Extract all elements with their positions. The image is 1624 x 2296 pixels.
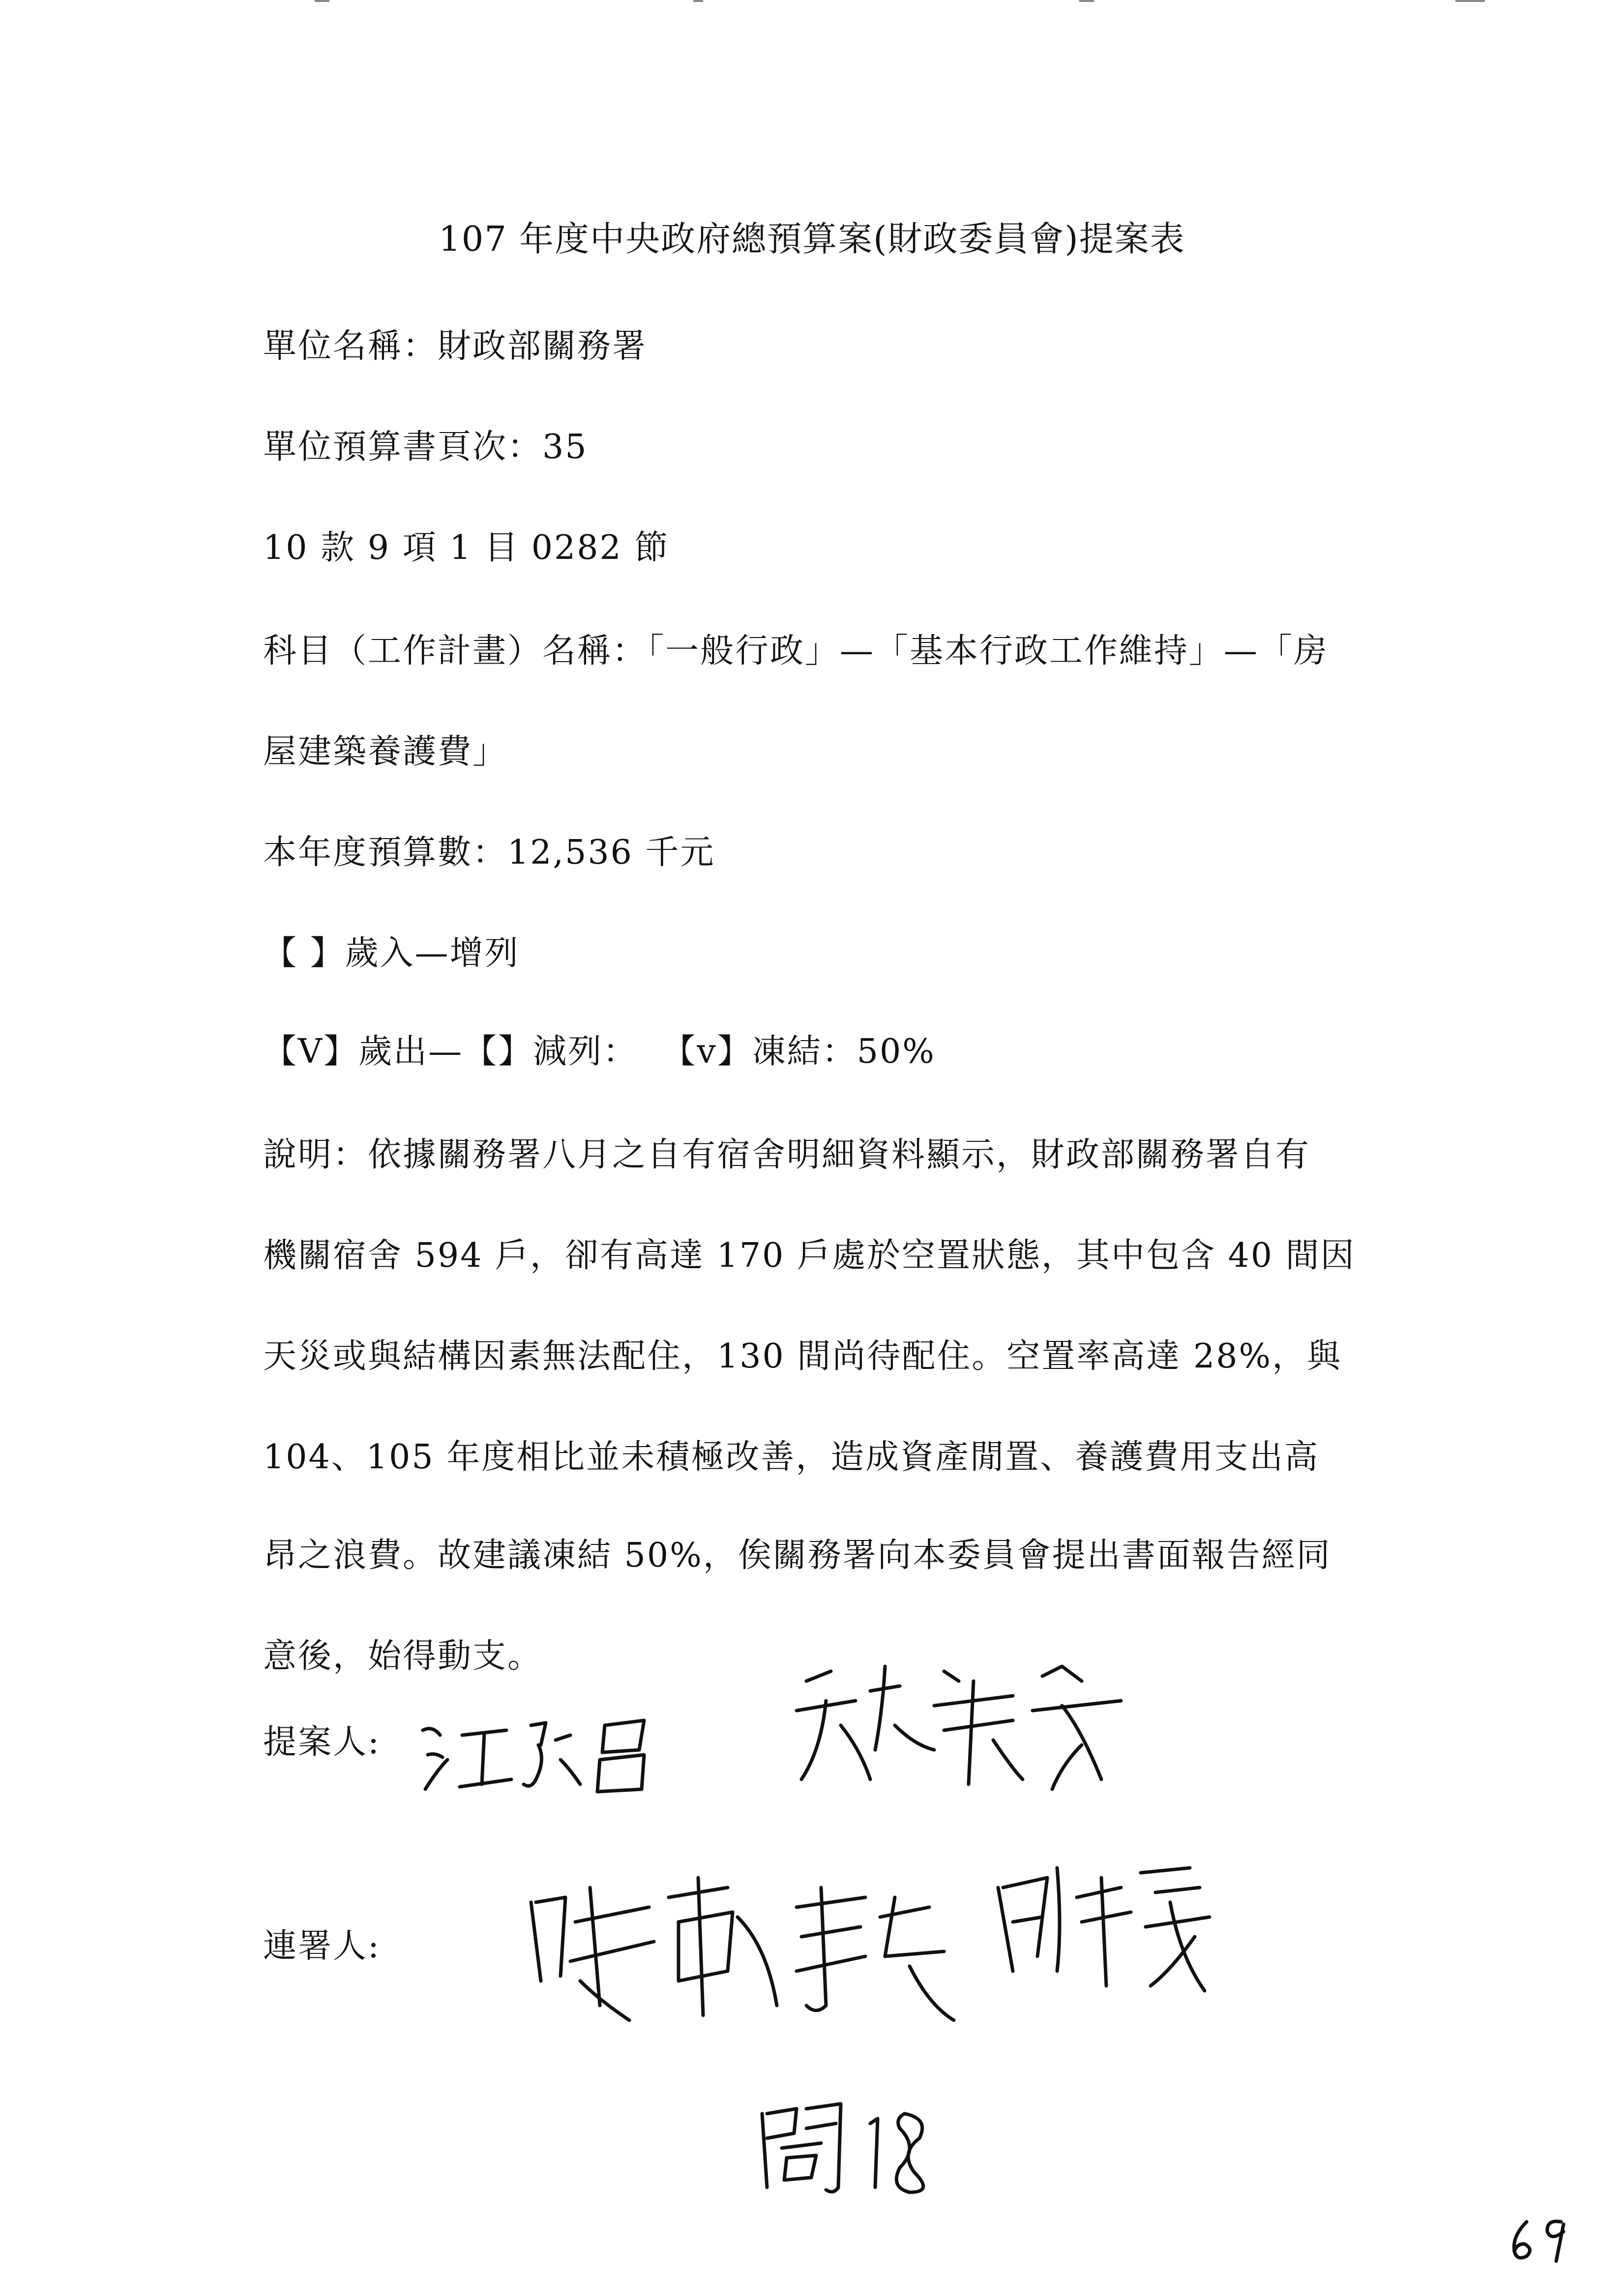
scan-artifact	[1455, 0, 1485, 2]
scan-artifact	[1079, 0, 1094, 2]
cosigner-signature	[983, 1858, 1219, 2005]
current-budget: 本年度預算數：12,536 千元	[263, 833, 715, 872]
proposer-signature	[787, 1652, 1141, 1799]
explanation-line: 昂之浪費。故建議凍結 50%，俟關務署向本委員會提出書面報告經同	[263, 1536, 1331, 1575]
explanation-line: 說明：依據關務署八月之自有宿舍明細資料顯示，財政部關務署自有	[263, 1135, 1311, 1174]
proposer-label: 提案人:	[263, 1723, 381, 1762]
explanation-line: 104、105 年度相比並未積極改善，造成資產閒置、養護費用支出高	[263, 1438, 1320, 1477]
unit-name: 單位名稱：財政部關務署	[263, 327, 648, 366]
document-title: 107 年度中央政府總預算案(財政委員會)提案表	[439, 219, 1185, 259]
scan-artifact	[693, 0, 703, 2]
page-number	[1507, 2212, 1576, 2266]
item-name-line-1: 科目（工作計畫）名稱：「一般行政」—「基本行政工作維持」—「房	[263, 632, 1329, 670]
explanation-line: 意後，始得動支。	[263, 1637, 543, 1676]
scan-artifact	[315, 0, 329, 2]
explanation-line: 機關宿舍 594 戶，卻有高達 170 戶處於空置狀態，其中包含 40 間因	[263, 1236, 1356, 1275]
section-code: 10 款 9 項 1 目 0282 節	[263, 528, 670, 567]
budget-page: 單位預算書頁次：35	[263, 428, 588, 466]
revenue-option: 【 】歲入—增列	[263, 934, 520, 973]
item-name-line-2: 屋建築養護費」	[263, 732, 508, 771]
cosigner-label: 連署人:	[263, 1927, 381, 1966]
expenditure-option: 【V】歲出—【】減列： 【v】凍結：50%	[263, 1032, 936, 1071]
cosigner-signature	[521, 1858, 964, 2035]
explanation-line: 天災或與結構因素無法配住，130 間尚待配住。空置率高達 28%，與	[263, 1337, 1342, 1376]
handwritten-mark	[752, 2094, 949, 2202]
proposer-signature	[413, 1701, 688, 1799]
